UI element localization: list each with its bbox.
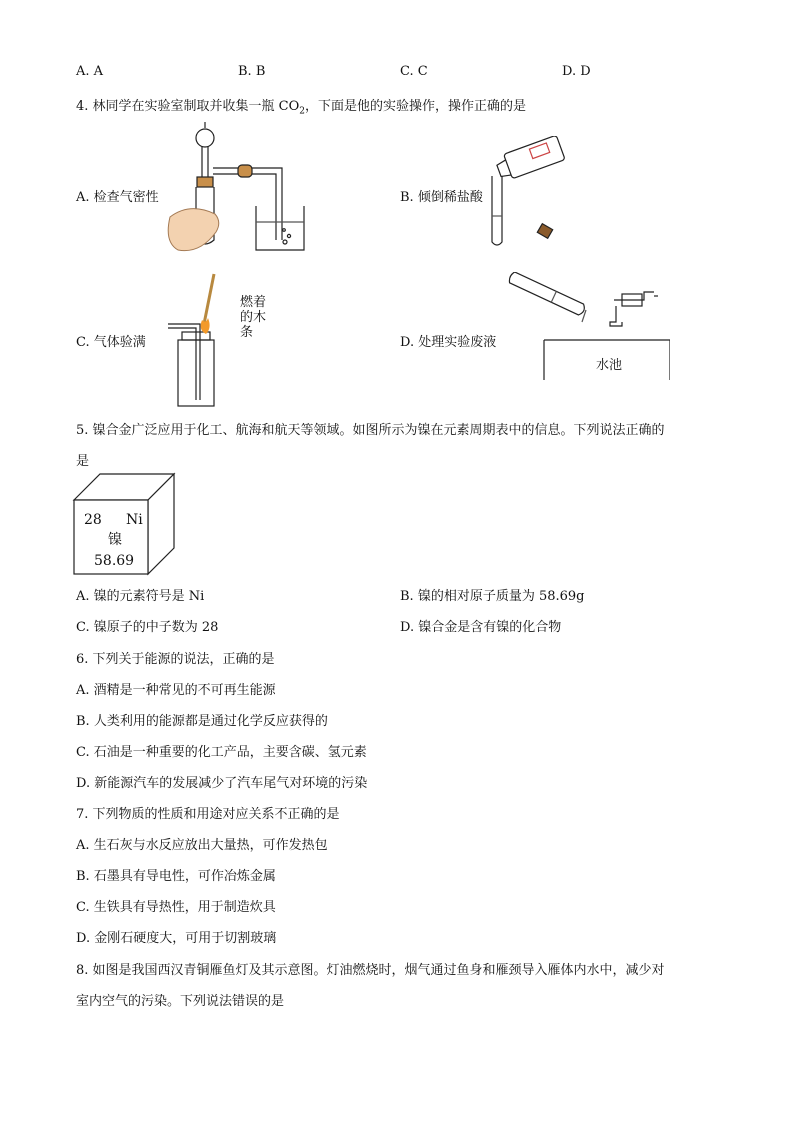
q4-option-b: B. 倾倒稀盐酸 [400,190,483,205]
q6-option-a: A. 酒精是一种常见的不可再生能源 [76,683,276,698]
element-name: 镍 [108,532,122,548]
burning-stick-label: 燃着 的木 条 [240,295,267,340]
q6-option-b: B. 人类利用的能源都是通过化学反应获得的 [76,714,328,729]
q5-option-c: C. 镍原子的中子数为 28 [76,620,219,635]
q5-option-a: A. 镍的元素符号是 Ni [76,589,205,604]
q3-option-d: D. D [562,64,591,79]
q5-option-b: B. 镍的相对原子质量为 58.69g [400,589,585,604]
q3-option-b: B. B [238,64,266,79]
q4-option-a: A. 检查气密性 [76,190,159,205]
q6-stem: 6. 下列关于能源的说法，正确的是 [76,652,275,667]
q7-option-c: C. 生铁具有导热性，用于制造炊具 [76,900,276,915]
sink-label: 水池 [596,358,623,373]
q7-stem: 7. 下列物质的性质和用途对应关系不正确的是 [76,807,340,822]
figure-airtightness-check [160,122,320,254]
figure-gas-full-test [166,268,286,408]
element-atomic-mass: 58.69 [94,553,135,569]
q7-option-b: B. 石墨具有导电性，可作冶炼金属 [76,869,276,884]
figure-waste-liquid [504,272,670,384]
q4-option-c: C. 气体验满 [76,335,146,350]
q7-option-a: A. 生石灰与水反应放出大量热，可作发热包 [76,838,328,853]
q6-option-d: D. 新能源汽车的发展减少了汽车尾气对环境的污染 [76,776,368,791]
q5-stem-line2: 是 [76,454,90,469]
element-symbol: Ni [126,512,143,528]
q8-stem-line1: 8. 如图是我国西汉青铜雁鱼灯及其示意图。灯油燃烧时，烟气通过鱼身和雁颈导入雁体内水中，减少对 [76,963,665,978]
q3-option-a: A. A [76,64,104,79]
q3-option-c: C. C [400,64,428,79]
q4-stem: 4. 林同学在实验室制取并收集一瓶 $CO_2$，下面是他的实验操作，操作正确的是 [76,99,527,117]
q6-option-c: C. 石油是一种重要的化工产品，主要含碳、氢元素 [76,745,367,760]
q5-option-d: D. 镍合金是含有镍的化合物 [400,620,562,635]
q7-option-d: D. 金刚石硬度大，可用于切割玻璃 [76,931,277,946]
element-atomic-number: 28 [84,512,102,528]
q4-option-d: D. 处理实验废液 [400,335,497,350]
figure-pour-acid [484,136,574,248]
q5-stem-line1: 5. 镍合金广泛应用于化工、航海和航天等领域。如图所示为镍在元素周期表中的信息。下列说法正确的 [76,423,665,438]
q8-stem-line2: 室内空气的污染。下列说法错误的是 [76,994,285,1009]
